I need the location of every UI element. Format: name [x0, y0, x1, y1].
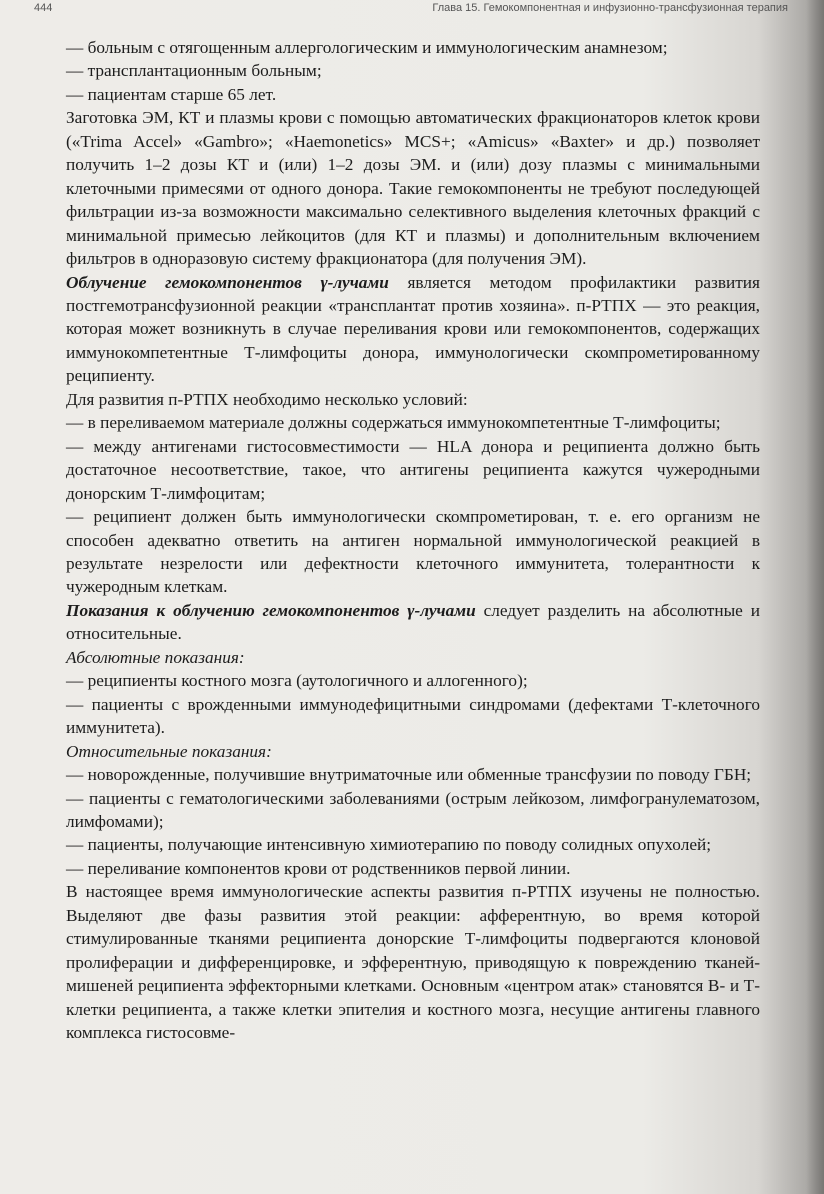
list-item: — реципиенты костного мозга (аутологичного и аллогенного);	[66, 671, 528, 691]
list-item: — пациенты с гематологическими заболеваниями (острым лейкозом, лимфогранулематозом, лимфомами);	[66, 788, 760, 831]
list-item: — в переливаемом материале должны содержаться иммунокомпетентные Т-лимфоциты;	[66, 413, 721, 433]
paragraph: Заготовка ЭМ, КТ и плазмы крови с помощью автоматических фракционаторов клеток крови («Trima Accel» «Gambro»; «Haemonetics» MCS+; «Amicus» «Baxter» и др.) позволяет получить 1–2 дозы КТ и (или) 1–2 дозы ЭМ. и (или) дозу плазмы с минимальными клеточными примесями от одного донора. Такие гемокомпоненты не требуют последующей фильтрации из-за возможности максимально селективного выделения клеточных фракций с минимальной примесью лейкоцитов (для КТ и плазмы) и дополнительным включением фильтров в одноразовую систему фракционатора (для получения ЭМ).	[66, 108, 760, 269]
subheading-absolute: Абсолютные показания:	[66, 647, 245, 667]
paragraph: В настоящее время иммунологические аспекты развития п-РТПХ изучены не полностью. Выделяют две фазы развития этой реакции: афферентную, во время которой стимулированные тканями реципиента донорские Т-лимфоциты подвергаются клоновой пролиферации и дифференцировке, и эфферентную, приводящую к повреждению тканей-мишеней реципиента эффекторными клетками. Основным «центром атак» становятся В- и Т-клетки реципиента, а также клетки эпителия и костного мозга, несущие антигены главного комплекса гистосовме-	[66, 882, 760, 1043]
body-text	[66, 36, 760, 1044]
list-item: — трансплантационным больным;	[66, 61, 322, 81]
chapter-title: Глава 15. Гемокомпонентная и инфузионно-трансфузионная терапия	[432, 2, 788, 14]
paragraph: Для развития п-РТПХ необходимо несколько условий:	[66, 389, 468, 409]
list-item: — больным с отягощенным аллергологическим и иммунологическим анамнезом;	[66, 38, 668, 57]
list-item: — реципиент должен быть иммунологически скомпрометирован, т. е. его организм не способен адекватно ответить на антиген нормальной иммунологической реакцией в результате незрелости или дефектности клеточного иммунитета, толерантности к чужеродным клеткам.	[66, 507, 760, 597]
paragraph	[66, 271, 760, 388]
running-head	[14, 2, 788, 16]
list-item: — между антигенами гистосовместимости — HLA донора и реципиента должно быть достаточное несоответствие, такое, что антигены реципиента кажутся чужеродными донорским Т-лимфоцитам;	[66, 436, 760, 503]
paragraph	[66, 599, 760, 646]
paragraph-lead: Облучение гемокомпонентов γ-лучами	[66, 272, 389, 292]
subheading-relative: Относительные показания:	[66, 741, 272, 761]
paragraph-text: является методом профилактики развития постгемотрансфузионной реакции «трансплантат против хозяина». п-РТПХ — это реакция, которая может возникнуть в случае переливания крови или гемокомпонентов, содержащих иммунокомпетентные Т-лимфоциты донора, иммунологически скомпрометированному реципиенту.	[66, 272, 760, 386]
paragraph-lead: Показания к облучению гемокомпонентов γ-лучами	[66, 600, 476, 620]
page-number: 444	[34, 2, 53, 14]
page-edge-shadow	[806, 0, 824, 1194]
list-item: — пациентам старше 65 лет.	[66, 84, 277, 104]
list-item: — пациенты, получающие интенсивную химиотерапию по поводу солидных опухолей;	[66, 835, 712, 855]
list-item: — пациенты с врожденными иммунодефицитными синдромами (дефектами Т-клеточного иммунитета).	[66, 694, 760, 738]
list-item: — новорожденные, получившие внутриматочные или обменные трансфузии по поводу ГБН;	[66, 765, 752, 785]
paragraph-text: следует разделить на абсолютные и относительные.	[66, 600, 760, 644]
list-item: — переливание компонентов крови от родственников первой линии.	[66, 858, 571, 878]
